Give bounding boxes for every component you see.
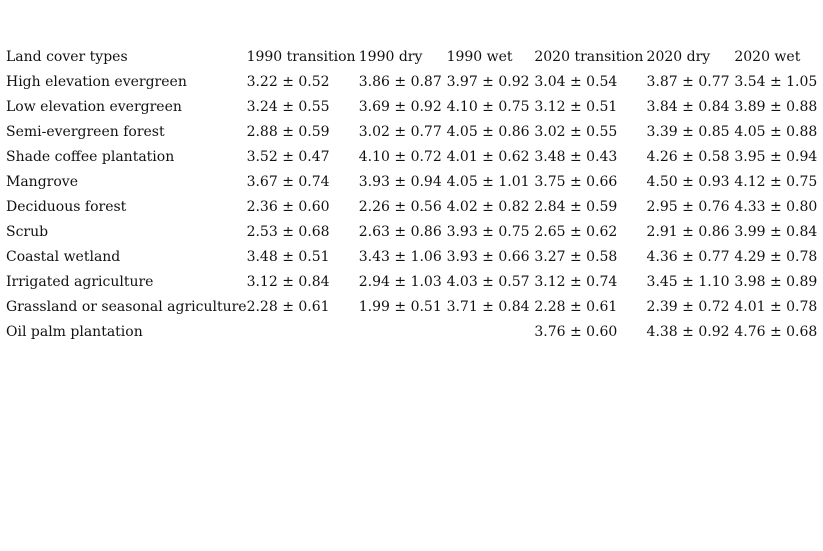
table-cell: 3.22 ± 0.52 — [246, 73, 330, 90]
header-row — [6, 44, 823, 69]
table-cell: 2.65 ± 0.62 — [534, 223, 618, 240]
table-cell: 4.50 ± 0.93 — [646, 173, 730, 190]
table-cell: 4.05 ± 0.86 — [446, 123, 530, 140]
table-cell: 3.75 ± 0.66 — [534, 173, 618, 190]
table-cell: 3.24 ± 0.55 — [246, 98, 330, 115]
header-cell: 1990 wet — [446, 48, 513, 65]
table-cell: Mangrove — [6, 173, 78, 190]
table-cell: 3.04 ± 0.54 — [534, 73, 618, 90]
table-cell: 3.12 ± 0.84 — [246, 273, 330, 290]
header-cell: Land cover types — [6, 48, 128, 65]
table-cell: 4.36 ± 0.77 — [646, 248, 730, 265]
table-cell: 3.02 ± 0.77 — [358, 123, 442, 140]
table-cell: 4.01 ± 0.78 — [734, 298, 818, 315]
header-cell: 1990 dry — [358, 48, 423, 65]
table-cell: 2.36 ± 0.60 — [246, 198, 330, 215]
table-cell: 3.02 ± 0.55 — [534, 123, 618, 140]
table-cell — [359, 319, 447, 344]
table-cell: 2.26 ± 0.56 — [358, 198, 442, 215]
table-cell: 4.38 ± 0.92 — [646, 323, 730, 340]
table-cell: 3.76 ± 0.60 — [534, 323, 618, 340]
table-cell: 2.84 ± 0.59 — [534, 198, 618, 215]
table-cell: Low elevation evergreen — [6, 98, 182, 115]
table-cell: 2.28 ± 0.61 — [534, 298, 618, 315]
table-row — [6, 94, 823, 119]
header-cell: 1990 transition — [246, 48, 356, 65]
table-cell: 3.89 ± 0.88 — [734, 98, 818, 115]
table-cell: 4.12 ± 0.75 — [734, 173, 818, 190]
table-cell: 2.39 ± 0.72 — [646, 298, 730, 315]
table-cell: 4.10 ± 0.72 — [358, 148, 442, 165]
table-cell: 3.67 ± 0.74 — [246, 173, 330, 190]
table-cell: 3.93 ± 0.75 — [446, 223, 530, 240]
table-cell: 2.88 ± 0.59 — [246, 123, 330, 140]
table-row — [6, 269, 823, 294]
table-cell: 4.05 ± 1.01 — [446, 173, 530, 190]
table-cell: 3.12 ± 0.51 — [534, 98, 618, 115]
table-cell — [247, 319, 359, 344]
table-cell: 3.43 ± 1.06 — [358, 248, 442, 265]
table-cell: 3.86 ± 0.87 — [358, 73, 442, 90]
table-cell: 1.99 ± 0.51 — [358, 298, 442, 315]
table-cell — [447, 319, 535, 344]
table-cell: Scrub — [6, 223, 49, 240]
table-cell: 2.63 ± 0.86 — [358, 223, 442, 240]
table-row — [6, 69, 823, 94]
table-cell: 4.03 ± 0.57 — [446, 273, 530, 290]
table-row — [6, 319, 823, 344]
table-cell: 3.27 ± 0.58 — [534, 248, 618, 265]
table-cell: 3.12 ± 0.74 — [534, 273, 618, 290]
table-row — [6, 194, 823, 219]
table-row — [6, 244, 823, 269]
table-cell: Shade coffee plantation — [6, 148, 175, 165]
table-cell: Coastal wetland — [6, 248, 121, 265]
table-cell: 4.26 ± 0.58 — [646, 148, 730, 165]
table-cell: 3.95 ± 0.94 — [734, 148, 818, 165]
table-cell: 4.76 ± 0.68 — [734, 323, 818, 340]
table-cell: 3.48 ± 0.51 — [246, 248, 330, 265]
table-cell: 3.71 ± 0.84 — [446, 298, 530, 315]
table-cell: 3.84 ± 0.84 — [646, 98, 730, 115]
table-row — [6, 119, 823, 144]
table-cell: 4.10 ± 0.75 — [446, 98, 530, 115]
table-cell: Semi-evergreen forest — [6, 123, 165, 140]
table-row — [6, 294, 823, 319]
land-cover-table — [6, 44, 823, 344]
table-cell: 4.01 ± 0.62 — [446, 148, 530, 165]
table-cell: 3.45 ± 1.10 — [646, 273, 730, 290]
header-cell: 2020 transition — [534, 48, 644, 65]
table-cell: 3.54 ± 1.05 — [734, 73, 818, 90]
table-row — [6, 144, 823, 169]
table-cell: Grassland or seasonal agriculture — [6, 298, 247, 315]
table-cell: 2.28 ± 0.61 — [246, 298, 330, 315]
table-cell: 3.39 ± 0.85 — [646, 123, 730, 140]
table-cell: High elevation evergreen — [6, 73, 187, 90]
table-row — [6, 219, 823, 244]
table-cell: 4.05 ± 0.88 — [734, 123, 818, 140]
table-cell: 4.02 ± 0.82 — [446, 198, 530, 215]
table-cell: 3.99 ± 0.84 — [734, 223, 818, 240]
table-cell: 3.69 ± 0.92 — [358, 98, 442, 115]
table-cell: 3.87 ± 0.77 — [646, 73, 730, 90]
table-cell: 2.94 ± 1.03 — [358, 273, 442, 290]
table-cell: 3.97 ± 0.92 — [446, 73, 530, 90]
table-cell: 2.91 ± 0.86 — [646, 223, 730, 240]
table-row — [6, 169, 823, 194]
table-cell: 2.53 ± 0.68 — [246, 223, 330, 240]
table-cell: Irrigated agriculture — [6, 273, 154, 290]
table-cell: 4.29 ± 0.78 — [734, 248, 818, 265]
table-cell: 3.93 ± 0.94 — [358, 173, 442, 190]
table-cell: Oil palm plantation — [6, 323, 143, 340]
header-cell: 2020 wet — [734, 48, 801, 65]
table-cell: 4.33 ± 0.80 — [734, 198, 818, 215]
table-cell: 3.98 ± 0.89 — [734, 273, 818, 290]
table-cell: Deciduous forest — [6, 198, 127, 215]
table-cell: 3.52 ± 0.47 — [246, 148, 330, 165]
table-cell: 3.48 ± 0.43 — [534, 148, 618, 165]
header-cell: 2020 dry — [646, 48, 711, 65]
table-cell: 2.95 ± 0.76 — [646, 198, 730, 215]
table-cell: 3.93 ± 0.66 — [446, 248, 530, 265]
